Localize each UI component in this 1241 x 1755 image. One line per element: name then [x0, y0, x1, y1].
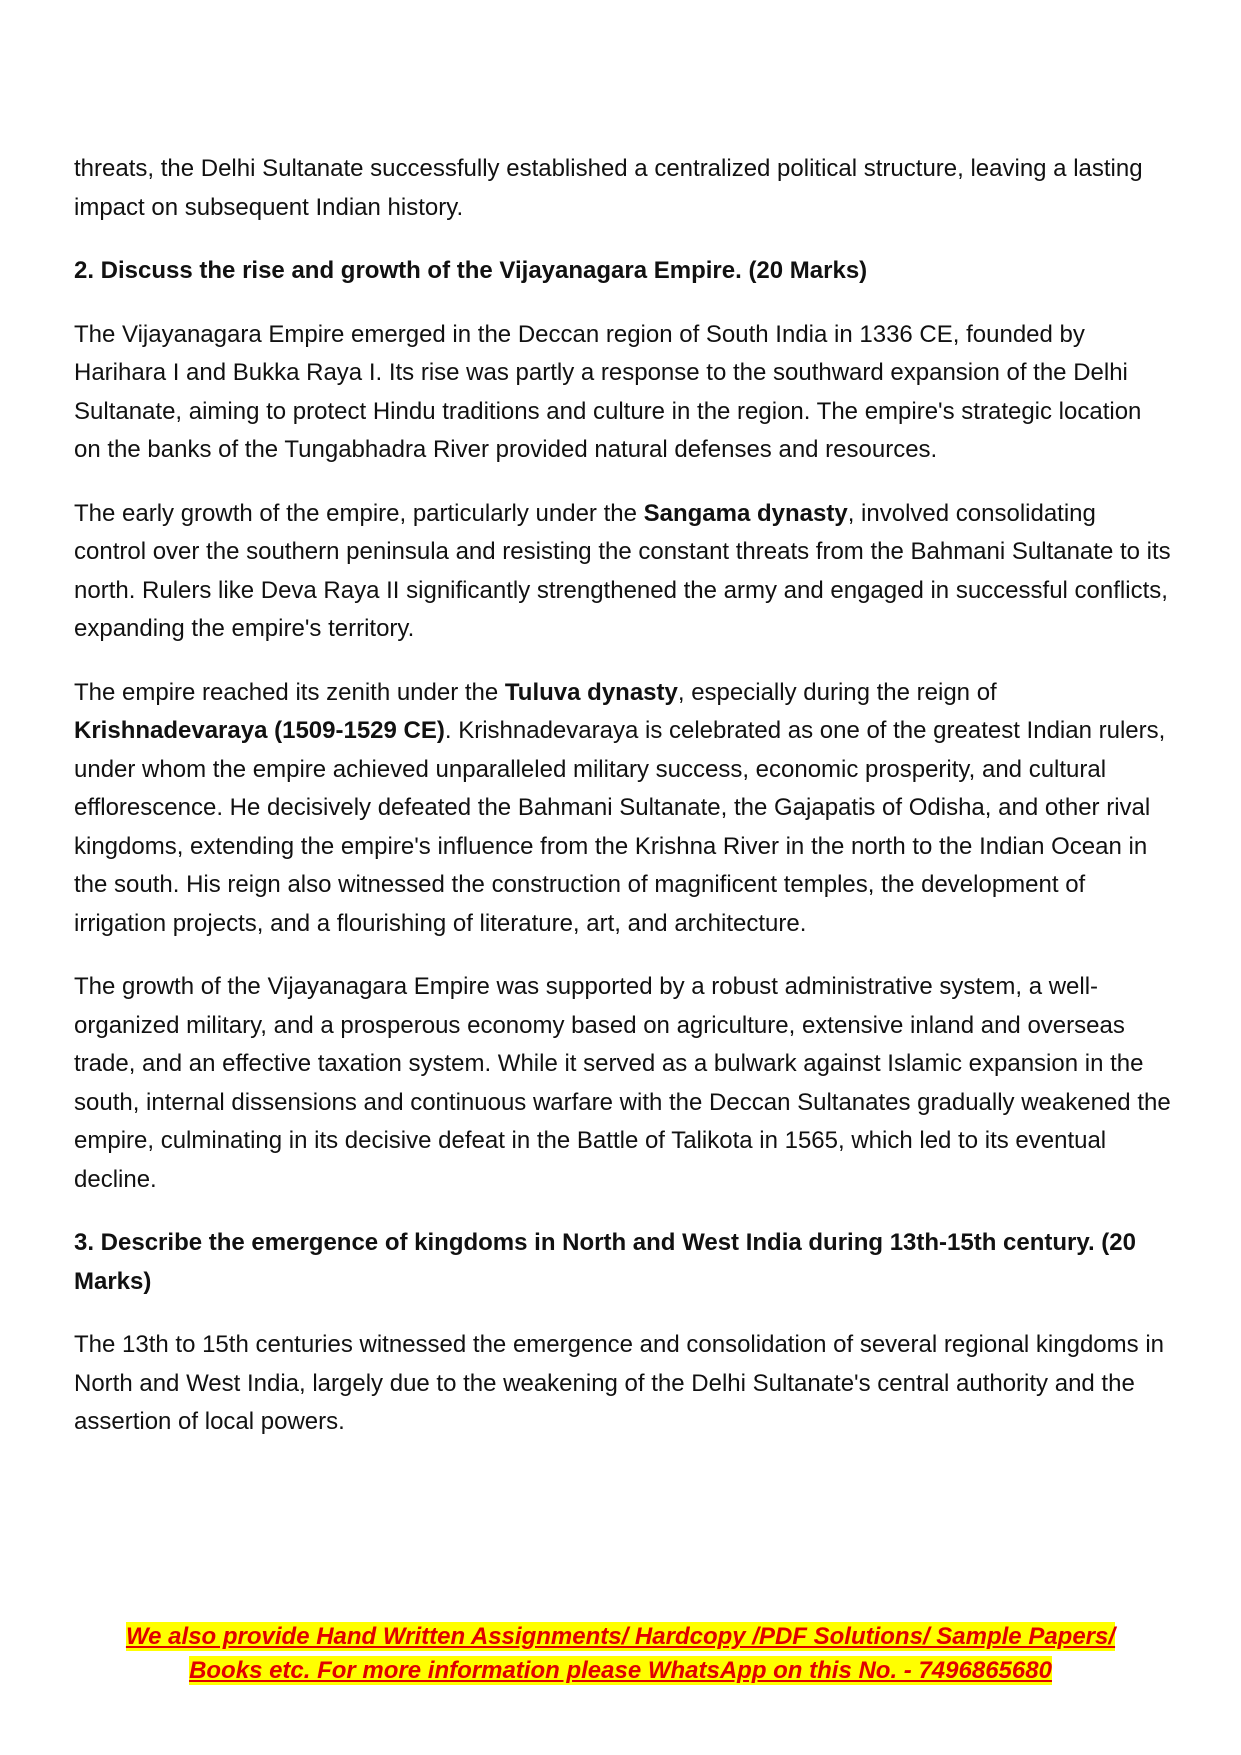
q2-p2-bold-sangama: Sangama dynasty: [643, 499, 848, 527]
paragraph-continuation: threats, the Delhi Sultanate successfully established a centralized political structure, leaving a lasting impact on subsequent Indian history.: [74, 155, 1143, 221]
question-2-heading: 2. Discuss the rise and growth of the Vijayanagara Empire. (20 Marks): [74, 257, 868, 284]
promo-footer: [0, 1620, 1241, 1688]
q2-paragraph-1: The Vijayanagara Empire emerged in the Deccan region of South India in 1336 CE, founded by Harihara I and Bukka Raya I. Its rise was partly a response to the southward expansion of the Delhi Sultanate, aiming to protect Hindu traditions and culture in the region. The empire's strategic location on the banks of the Tungabhadra River provided natural defenses and resources.: [74, 320, 1142, 463]
q2-p3-text-c: . Krishnadevaraya is celebrated as one of the greatest Indian rulers, under whom the empire achieved unparalleled military success, economic prosperity, and cultural efflorescence. He decisively defeated the Bahmani Sultanate, the Gajapatis of Odisha, and other rival kingdoms, extending the empire's influence from the Krishna River in the north to the Indian Ocean in the south. His reign also witnessed the construction of magnificent temples, the development of irrigation projects, and a flourishing of literature, art, and architecture.: [74, 717, 1166, 937]
promo-line-1: We also provide Hand Written Assignments/ Hardcopy /PDF Solutions/ Sample Papers/: [125, 1623, 1116, 1650]
question-3-heading: 3. Describe the emergence of kingdoms in North and West India during 13th-15th century. (20 Marks): [74, 1229, 1136, 1295]
q2-paragraph-2: [74, 495, 1174, 649]
promo-line-2: Books etc. For more information please WhatsApp on this No. - 7496865680: [189, 1657, 1052, 1684]
q2-p2-text-b: , involved consolidating control over the southern peninsula and resisting the constant threats from the Bahmani Sultanate to its north. Rulers like Deva Raya II significantly strengthened the army and engaged in successful conflicts, expanding the empire's territory.: [74, 499, 1171, 642]
q2-paragraph-3: [74, 674, 1174, 944]
q3-paragraph-1: The 13th to 15th centuries witnessed the emergence and consolidation of several regional kingdoms in North and West India, largely due to the weakening of the Delhi Sultanate's central authority and the assertion of local powers.: [74, 1331, 1164, 1435]
q2-p3-bold-krishnadevaraya: Krishnadevaraya (1509-1529 CE): [74, 717, 445, 744]
q2-p2-text-a: The early growth of the empire, particularly under the: [74, 499, 644, 527]
q2-p3-text-b: , especially during the reign of: [677, 678, 997, 706]
q2-p3-bold-tuluva: Tuluva dynasty: [504, 678, 678, 706]
document-body: [74, 150, 1174, 1467]
q2-paragraph-4: The growth of the Vijayanagara Empire was supported by a robust administrative system, a well-organized military, and a prosperous economy based on agriculture, extensive inland and overseas trade, and an effective taxation system. While it served as a bulwark against Islamic expansion in the south, internal dissensions and continuous warfare with the Deccan Sultanates gradually weakened the empire, culminating in its decisive defeat in the Battle of Talikota in 1565, which led to its eventual decline.: [74, 973, 1171, 1193]
q2-p3-text-a: The empire reached its zenith under the: [74, 678, 505, 706]
